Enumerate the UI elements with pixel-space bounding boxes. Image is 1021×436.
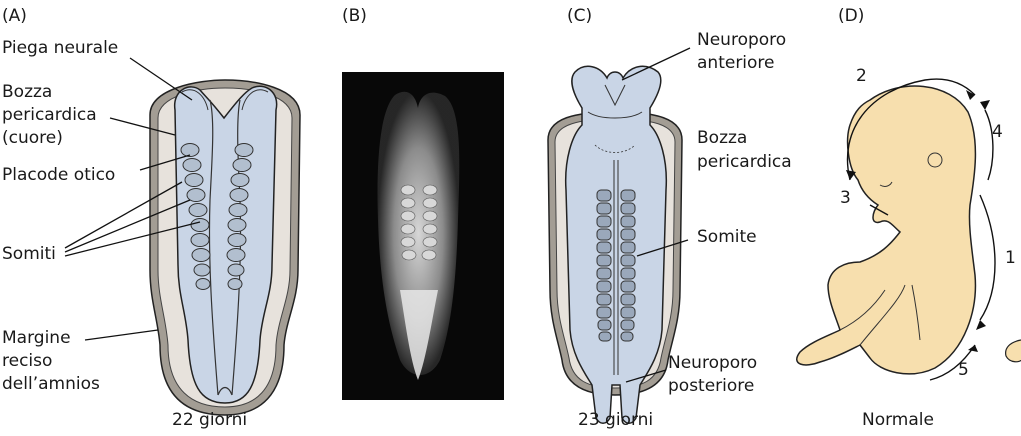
- label-amnion-3: dell’amnios: [2, 374, 100, 394]
- embryo-22-days: [65, 58, 300, 415]
- fetus-drawing: [797, 79, 1021, 380]
- label-neural-fold: Piega neurale: [2, 38, 119, 58]
- label-amnion-2: reciso: [2, 351, 53, 371]
- panel-a-letter: (A): [2, 6, 27, 26]
- label-otic-placode: Placode otico: [2, 165, 116, 185]
- label-somites: Somiti: [2, 244, 56, 264]
- number-4: 4: [992, 122, 1003, 142]
- number-3: 3: [840, 188, 851, 208]
- panel-b-letter: (B): [342, 6, 367, 26]
- caption-23-days: 23 giorni: [578, 410, 654, 430]
- label-pericardial-c-1: Bozza: [697, 128, 748, 148]
- label-pericardial-3: (cuore): [2, 128, 63, 148]
- panel-c-letter: (C): [567, 6, 593, 26]
- caption-normal: Normale: [862, 410, 934, 430]
- number-5: 5: [958, 360, 969, 380]
- panel-d-letter: (D): [838, 6, 865, 26]
- label-post-neuropore-1: Neuroporo: [668, 353, 758, 373]
- label-pericardial-2: pericardica: [2, 105, 97, 125]
- label-ant-neuropore-1: Neuroporo: [697, 30, 787, 50]
- label-somite: Somite: [697, 227, 757, 247]
- label-post-neuropore-2: posteriore: [668, 376, 755, 396]
- label-ant-neuropore-2: anteriore: [697, 53, 775, 73]
- label-pericardial-c-2: pericardica: [697, 152, 792, 172]
- number-2: 2: [856, 66, 867, 86]
- caption-22-days: 22 giorni: [172, 410, 248, 430]
- embryo-photo: [342, 72, 504, 400]
- number-1: 1: [1005, 248, 1016, 268]
- label-amnion-1: Margine: [2, 328, 71, 348]
- label-pericardial-1: Bozza: [2, 82, 53, 102]
